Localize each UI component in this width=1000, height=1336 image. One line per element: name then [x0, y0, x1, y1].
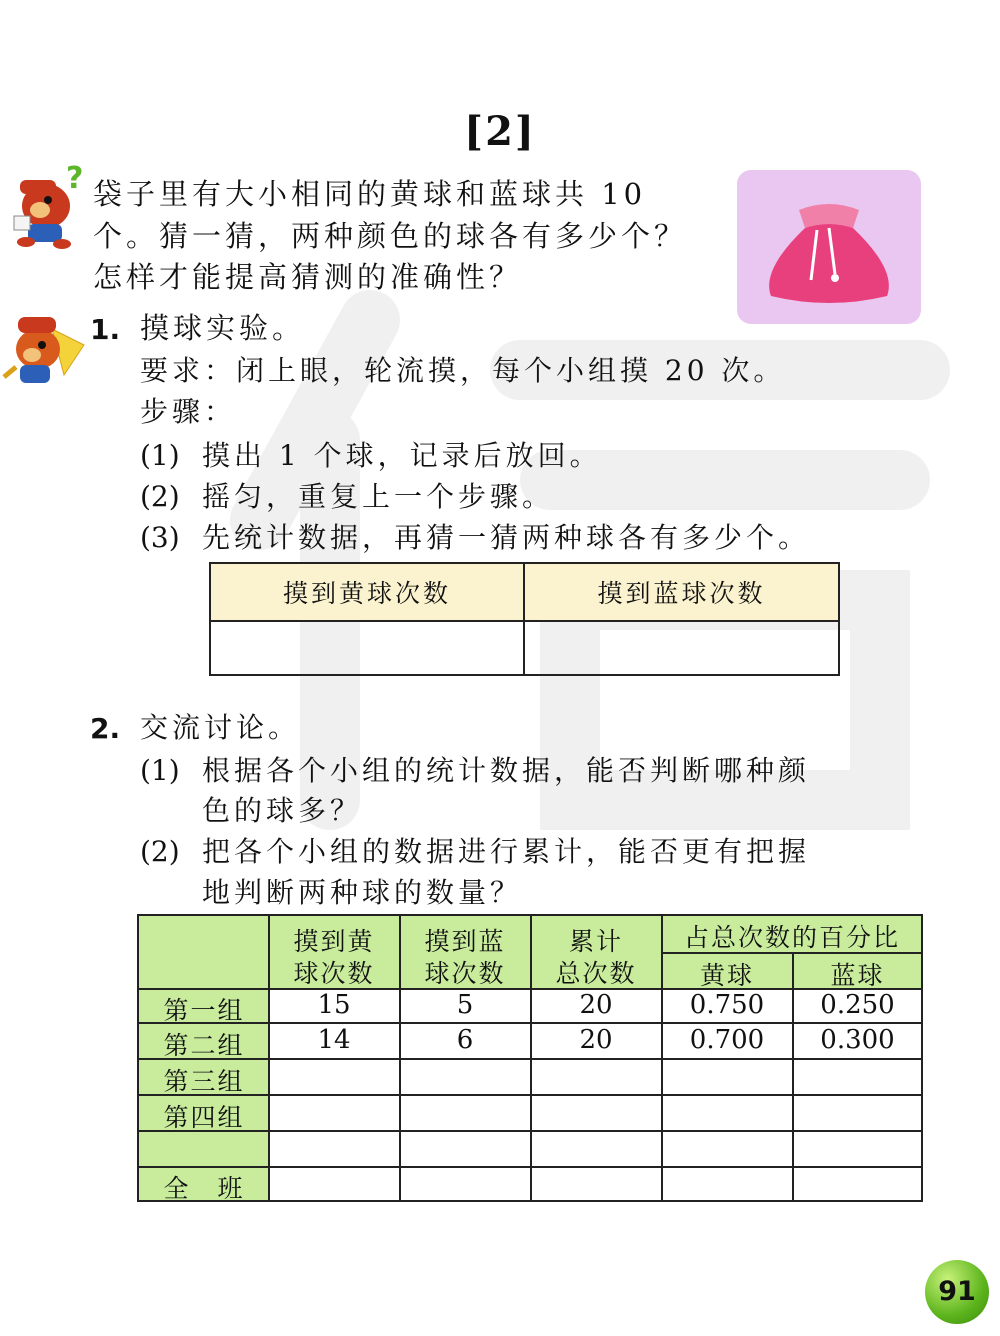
row-2-label: 第二组: [163, 1031, 245, 1060]
section-2-title: 交流讨论。: [140, 711, 301, 744]
header-yellow-line-1: 摸到黄: [293, 927, 375, 956]
step-2-text: 摇匀，重复上一个步骤。: [202, 480, 555, 513]
section-1-requirement: 要求：闭上眼，轮流摸，每个小组摸 20 次。: [140, 354, 786, 387]
row-2-percent-blue: 0.300: [820, 1025, 895, 1055]
step-1-text: 摸出 1 个球，记录后放回。: [202, 439, 602, 472]
row-1-percent-blue: 0.250: [820, 990, 895, 1020]
row-1-total: 20: [579, 990, 613, 1020]
intro-line-1: 袋子里有大小相同的黄球和蓝球共 10: [93, 177, 647, 211]
row-1-percent-yellow: 0.750: [689, 990, 765, 1020]
header-blue-count: 摸到蓝球次数: [597, 579, 766, 608]
row-2-total: 20: [579, 1025, 613, 1055]
row-1-blue: 5: [456, 990, 474, 1020]
question-2-index: (2): [140, 835, 180, 868]
step-3-index: (3): [140, 521, 180, 554]
step-1: [140, 434, 602, 474]
svg-text:?: ?: [66, 161, 84, 196]
header-percent: 占总次数的百分比: [683, 923, 900, 952]
step-3: [140, 516, 810, 556]
page-title: [2]: [464, 108, 536, 155]
header-yellow-count: 摸到黄球次数: [282, 579, 451, 608]
row-3-label: 第三组: [163, 1067, 245, 1096]
bag-image: [737, 170, 921, 324]
header-total-line-2: 总次数: [555, 959, 637, 988]
dog-mascot-question-icon: [8, 158, 90, 250]
row-1-yellow: 15: [317, 990, 351, 1020]
intro-line-3: 怎样才能提高猜测的准确性？: [93, 260, 523, 294]
section-1-number: 1.: [90, 313, 121, 346]
row-2-blue: 6: [456, 1025, 474, 1055]
step-2-index: (2): [140, 480, 180, 513]
cell-yellow-count[interactable]: [211, 622, 523, 674]
row-6-label: 全 班: [163, 1174, 245, 1203]
header-total-line-1: 累计: [568, 927, 623, 956]
question-1-line-2: 色的球多？: [202, 794, 363, 827]
group-statistics-table: [137, 914, 923, 1202]
draw-record-table: [209, 562, 840, 676]
row-1-label: 第一组: [163, 996, 245, 1025]
question-1-index: (1): [140, 754, 180, 787]
page-number-badge: 91: [925, 1260, 989, 1324]
header-blue-line-1: 摸到蓝: [424, 927, 506, 956]
question-2: [140, 830, 810, 870]
cell-blue-count[interactable]: [525, 622, 838, 674]
row-2-percent-yellow: 0.700: [689, 1025, 765, 1055]
dog-mascot-pencil-icon: [0, 305, 90, 395]
pink-bag-icon: [737, 170, 921, 324]
question-2-line-1: 把各个小组的数据进行累计，能否更有把握: [202, 835, 811, 868]
row-2-yellow: 14: [317, 1025, 351, 1055]
header-percent-yellow: 黄球: [699, 961, 754, 990]
question-2-line-2: 地判断两种球的数量？: [202, 876, 523, 909]
section-1-steps-label: 步骤：: [140, 395, 237, 428]
row-4-label: 第四组: [163, 1103, 245, 1132]
header-percent-blue: 蓝球: [830, 961, 885, 990]
question-1-line-1: 根据各个小组的统计数据，能否判断哪种颜: [202, 754, 811, 787]
question-1: [140, 749, 810, 789]
section-2-number: 2.: [90, 712, 121, 745]
intro-line-2: 个。猜一猜，两种颜色的球各有多少个？: [93, 219, 688, 253]
step-1-index: (1): [140, 439, 180, 472]
header-yellow-line-2: 球次数: [293, 959, 375, 988]
step-2: [140, 475, 554, 515]
section-1-title: 摸球实验。: [140, 311, 306, 345]
step-3-text: 先统计数据，再猜一猜两种球各有多少个。: [202, 521, 811, 554]
header-blue-line-2: 球次数: [424, 959, 506, 988]
